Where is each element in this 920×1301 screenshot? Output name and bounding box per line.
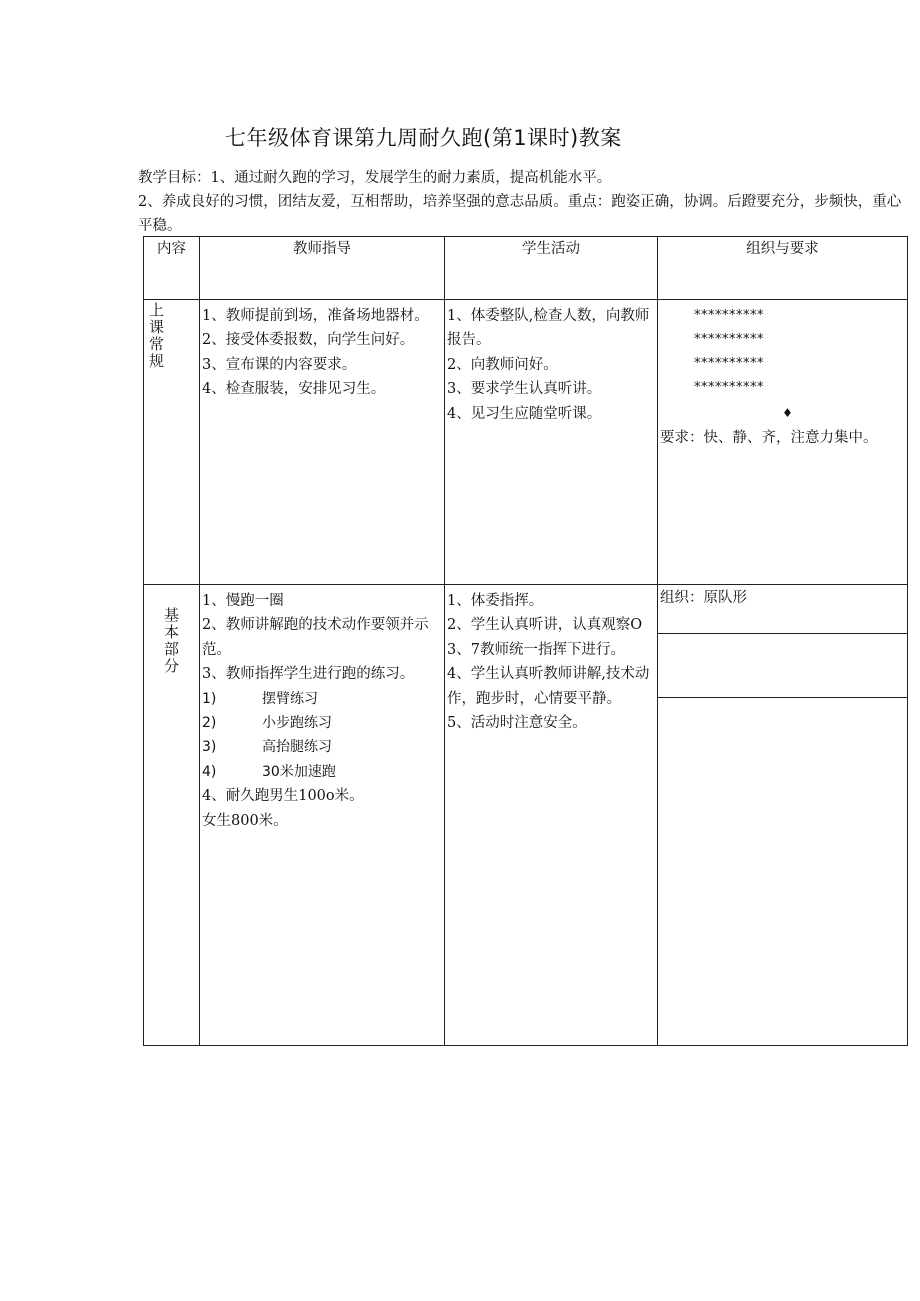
- list-item: 1、教师提前到场，准备场地器材。: [202, 308, 429, 324]
- section-label-basic: 基本部分: [164, 606, 180, 675]
- goal-line-2: 2、养成良好的习惯，团结友爱，互相帮助，培养坚强的意志品质。重点：跑姿正确，协调。后蹬要充分，步频快，重心平稳。: [138, 194, 902, 234]
- section-label-cell: [144, 585, 200, 1046]
- list-item: 4、检查服装，安排见习生。: [202, 381, 386, 398]
- student-cell: [445, 585, 658, 1046]
- list-item: 1、体委指挥。: [447, 593, 544, 609]
- list-item: 2、学生认真听讲，认真观察O: [447, 617, 643, 634]
- header-content: 内容: [144, 237, 200, 300]
- teaching-goals: [138, 166, 908, 238]
- table-row-routine: [144, 300, 908, 585]
- drill-item: [202, 687, 442, 711]
- lesson-plan-table: [143, 236, 908, 1046]
- formation-row: **********: [694, 308, 764, 323]
- list-item: 3、教师指挥学生进行跑的练习。: [202, 666, 415, 683]
- org-text: 组织：原队形: [660, 590, 747, 606]
- drill-item: [202, 760, 442, 784]
- drill-item: [202, 711, 442, 735]
- list-item: 2、向教师问好。: [447, 356, 558, 373]
- list-item: 3、要求学生认真听讲。: [447, 381, 602, 398]
- requirement-text: 要求：快、静、齐，注意力集中。: [660, 430, 878, 446]
- list-item: 2、接受体委报数，向学生问好。: [202, 332, 415, 349]
- list-item: 4、耐久跑男生100o米。: [202, 788, 364, 805]
- list-item: 1、慢跑一圈: [202, 593, 284, 609]
- drill-text: 小步跑练习: [262, 715, 332, 732]
- formation-row: **********: [694, 332, 764, 347]
- teacher-marker-icon: ♦: [782, 406, 793, 420]
- drill-text: 30米加速跑: [262, 763, 336, 780]
- drill-number: 2): [202, 715, 217, 732]
- section-label-routine: 上课常规: [149, 301, 165, 370]
- table-header-row: [144, 237, 908, 300]
- divider: [658, 697, 907, 698]
- formation-diagram: [658, 300, 907, 400]
- teacher-cell: [200, 585, 445, 1046]
- section-label-cell: [144, 300, 200, 585]
- student-cell: [445, 300, 658, 585]
- header-teacher: 教师指导: [200, 237, 445, 300]
- table-row-basic: [144, 585, 908, 1046]
- header-org: 组织与要求: [658, 237, 908, 300]
- drill-number: 3): [202, 739, 217, 756]
- drill-text: 高抬腿练习: [262, 739, 332, 756]
- list-item: 1、体委整队,检查人数，向教师报告。: [447, 308, 650, 349]
- drill-number: 1): [202, 690, 217, 707]
- drill-number: 4): [202, 763, 217, 780]
- drill-text: 摆臂练习: [262, 690, 318, 707]
- list-item: 3、7教师统一指挥下进行。: [447, 641, 625, 658]
- goal-line-1: 教学目标：1、通过耐久跑的学习，发展学生的耐力素质，提高机能水平。: [138, 170, 612, 186]
- list-item: 女生800米。: [202, 812, 288, 829]
- list-item: 4、见习生应随堂听课。: [447, 405, 602, 422]
- divider: [658, 633, 907, 634]
- header-student: 学生活动: [445, 237, 658, 300]
- org-cell: [658, 585, 908, 1046]
- formation-row: **********: [694, 380, 764, 395]
- drill-item: [202, 735, 442, 759]
- page-title: 七年级体育课第九周耐久跑(第1课时)教案: [225, 126, 622, 150]
- org-cell: [658, 300, 908, 585]
- list-item: 5、活动时注意安全。: [447, 715, 587, 732]
- list-item: 2、教师讲解跑的技术动作要领并示范。: [202, 617, 429, 658]
- list-item: 3、宣布课的内容要求。: [202, 356, 357, 373]
- list-item: 4、学生认真听教师讲解,技术动作，跑步时，心情要平静。: [447, 666, 650, 707]
- teacher-cell: [200, 300, 445, 585]
- formation-row: **********: [694, 356, 764, 371]
